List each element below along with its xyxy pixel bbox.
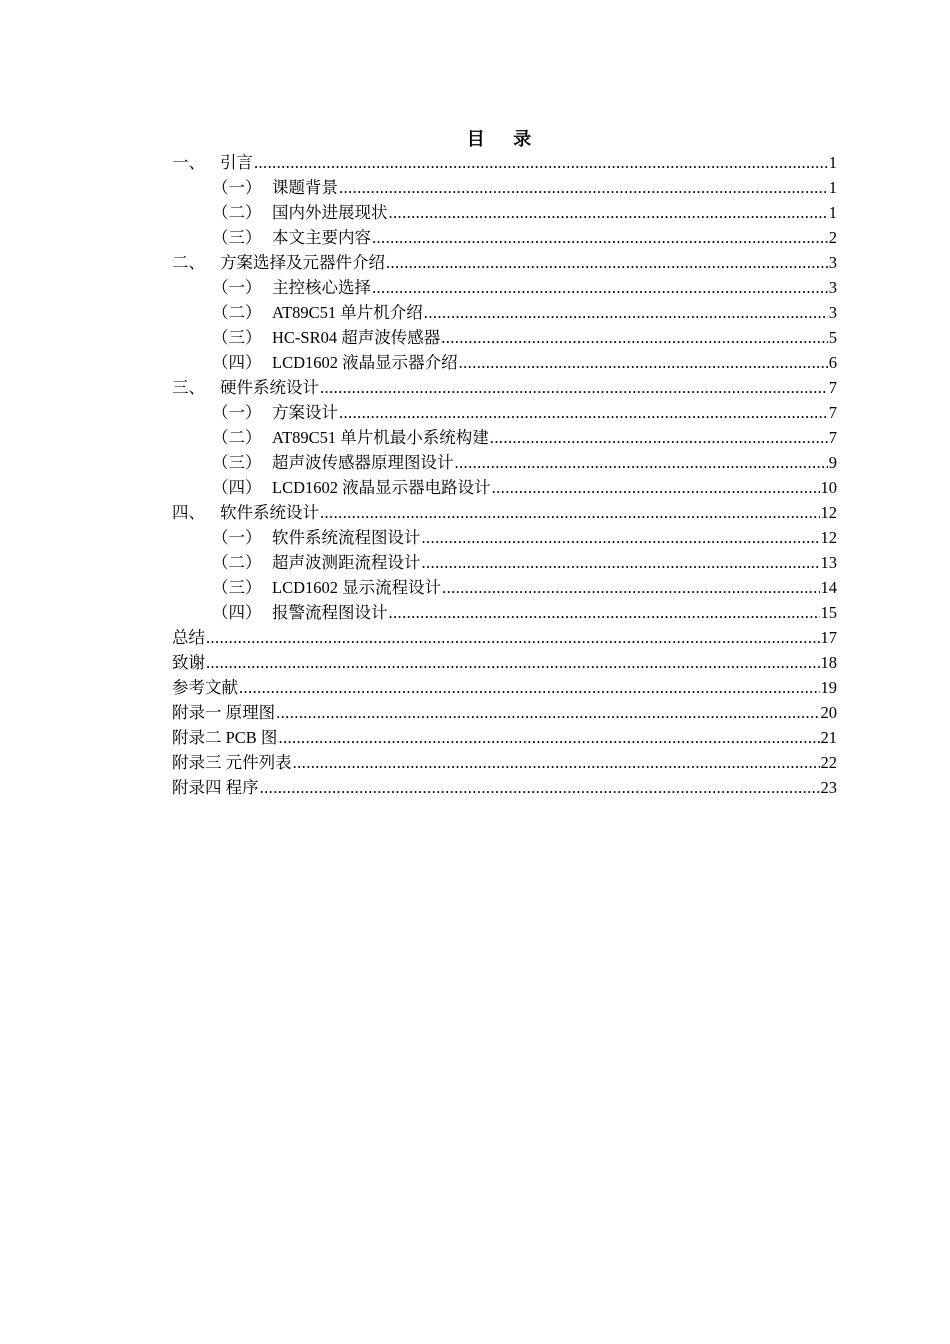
toc-entry-number: （一） <box>212 403 262 422</box>
toc-entry-page: 1 <box>828 203 837 222</box>
dot-leader <box>459 350 828 375</box>
toc-entry-title: 致谢 <box>172 653 205 672</box>
toc-entry-page: 5 <box>828 328 837 347</box>
toc-entry-page: 22 <box>820 753 837 772</box>
toc-entry[interactable] <box>172 175 837 200</box>
toc-entry-page: 21 <box>820 728 837 747</box>
toc-entry[interactable] <box>172 350 837 375</box>
toc-entry[interactable] <box>172 450 837 475</box>
toc-entry[interactable] <box>172 625 837 650</box>
toc-entry-page: 13 <box>820 553 837 572</box>
toc-entry-title: 方案选择及元器件介绍 <box>220 253 385 272</box>
toc-entry-title: 附录三 元件列表 <box>172 753 292 772</box>
toc-entry-number: （三） <box>212 453 262 472</box>
toc-entry-title: LCD1602 液晶显示器介绍 <box>272 353 458 372</box>
toc-entry-page: 7 <box>828 378 837 397</box>
toc-entry-number: （一） <box>212 178 262 197</box>
toc-entry-page: 19 <box>820 678 837 697</box>
dot-leader <box>260 775 820 800</box>
toc-entry-title: 超声波传感器原理图设计 <box>272 453 454 472</box>
toc-entry-page: 6 <box>828 353 837 372</box>
toc-entry-title: AT89C51 单片机介绍 <box>272 303 423 322</box>
toc-entry-title: AT89C51 单片机最小系统构建 <box>272 428 489 447</box>
toc-entry[interactable] <box>172 400 837 425</box>
dot-leader <box>339 175 828 200</box>
toc-entry-page: 3 <box>828 253 837 272</box>
dot-leader <box>278 725 819 750</box>
toc-entry-number: （二） <box>212 553 262 572</box>
dot-leader <box>254 150 828 175</box>
toc-entry[interactable] <box>172 525 837 550</box>
toc-entry-number: （二） <box>212 203 262 222</box>
toc-entry-page: 7 <box>828 403 837 422</box>
toc-entry[interactable] <box>172 150 837 175</box>
toc-entry-number: （三） <box>212 328 262 347</box>
toc-entry-number: （三） <box>212 228 262 247</box>
toc-entry-page: 23 <box>820 778 837 797</box>
dot-leader <box>293 750 820 775</box>
toc-entry[interactable] <box>172 325 837 350</box>
dot-leader <box>320 375 828 400</box>
toc-entry-page: 15 <box>820 603 837 622</box>
toc-entry[interactable] <box>172 700 837 725</box>
toc-entry-page: 20 <box>820 703 837 722</box>
toc-entry-number: 三、 <box>172 378 205 397</box>
dot-leader <box>442 575 819 600</box>
toc-entry-number: （二） <box>212 303 262 322</box>
toc-entry[interactable] <box>172 300 837 325</box>
toc-entry-title: 附录四 程序 <box>172 778 259 797</box>
toc-entry[interactable] <box>172 250 837 275</box>
toc-entry-title: 本文主要内容 <box>272 228 371 247</box>
dot-leader <box>372 225 828 250</box>
toc-entry-number: （四） <box>212 353 262 372</box>
dot-leader <box>424 300 828 325</box>
toc-entry[interactable] <box>172 275 837 300</box>
toc-entry-number: （一） <box>212 528 262 547</box>
dot-leader <box>422 550 820 575</box>
toc-entry-page: 12 <box>820 503 837 522</box>
toc-entry-title: 国内外进展现状 <box>272 203 388 222</box>
toc-entry[interactable] <box>172 375 837 400</box>
toc-entry-title: 软件系统设计 <box>220 503 319 522</box>
dot-leader <box>206 650 820 675</box>
dot-leader <box>320 500 820 525</box>
toc-entry-title: 参考文献 <box>172 678 238 697</box>
toc-entry-page: 7 <box>828 428 837 447</box>
toc-entry-title: LCD1602 液晶显示器电路设计 <box>272 478 491 497</box>
toc-entry-page: 9 <box>828 453 837 472</box>
toc-entry-number: （四） <box>212 478 262 497</box>
dot-leader <box>386 250 828 275</box>
toc-entry-number: （一） <box>212 278 262 297</box>
toc-entry-page: 18 <box>820 653 837 672</box>
toc-entry[interactable] <box>172 600 837 625</box>
toc-entry[interactable] <box>172 225 837 250</box>
toc-entry-title: 方案设计 <box>272 403 338 422</box>
toc-entry-page: 1 <box>828 153 837 172</box>
dot-leader <box>276 700 819 725</box>
dot-leader <box>372 275 828 300</box>
toc-entry-title: 附录一 原理图 <box>172 703 276 722</box>
toc-entry-page: 12 <box>820 528 837 547</box>
toc-entry[interactable] <box>172 725 837 750</box>
toc-entry-title: 总结 <box>172 628 205 647</box>
toc-entry-title: 附录二 PCB 图 <box>172 728 278 747</box>
toc-entry-page: 14 <box>820 578 837 597</box>
toc-entry-number: 四、 <box>172 503 205 522</box>
toc-entry-title: 报警流程图设计 <box>272 603 388 622</box>
toc-entry-page: 1 <box>828 178 837 197</box>
toc-entry[interactable] <box>172 675 837 700</box>
dot-leader <box>422 525 820 550</box>
dot-leader <box>492 475 820 500</box>
toc-entry-title: HC-SR04 超声波传感器 <box>272 328 441 347</box>
dot-leader <box>239 675 820 700</box>
toc-entry-title: 主控核心选择 <box>272 278 371 297</box>
toc-entry-number: （三） <box>212 578 262 597</box>
table-of-contents <box>172 150 837 800</box>
toc-entry-number: 一、 <box>172 153 205 172</box>
toc-entry-page: 3 <box>828 303 837 322</box>
toc-entry-page: 3 <box>828 278 837 297</box>
toc-entry[interactable] <box>172 475 837 500</box>
toc-entry-title: LCD1602 显示流程设计 <box>272 578 442 597</box>
toc-entry-title: 超声波测距流程设计 <box>272 553 421 572</box>
toc-entry-page: 17 <box>820 628 837 647</box>
toc-entry-page: 10 <box>820 478 837 497</box>
toc-entry-title: 软件系统流程图设计 <box>272 528 421 547</box>
toc-entry[interactable] <box>172 575 837 600</box>
dot-leader <box>206 625 820 650</box>
toc-entry-page: 2 <box>828 228 837 247</box>
toc-entry-title: 硬件系统设计 <box>220 378 319 397</box>
dot-leader <box>441 325 828 350</box>
toc-entry[interactable] <box>172 650 837 675</box>
toc-entry[interactable] <box>172 425 837 450</box>
dot-leader <box>490 425 828 450</box>
dot-leader <box>339 400 828 425</box>
toc-entry-number: （四） <box>212 603 262 622</box>
toc-entry-title: 引言 <box>220 153 253 172</box>
toc-entry[interactable] <box>172 550 837 575</box>
toc-entry[interactable] <box>172 500 837 525</box>
dot-leader <box>389 600 820 625</box>
dot-leader <box>389 200 828 225</box>
toc-entry[interactable] <box>172 200 837 225</box>
toc-title: 目 录 <box>466 129 544 149</box>
toc-entry[interactable] <box>172 750 837 775</box>
toc-entry-title: 课题背景 <box>272 178 338 197</box>
toc-entry[interactable] <box>172 775 837 800</box>
toc-entry-number: 二、 <box>172 253 205 272</box>
dot-leader <box>455 450 828 475</box>
toc-entry-number: （二） <box>212 428 262 447</box>
